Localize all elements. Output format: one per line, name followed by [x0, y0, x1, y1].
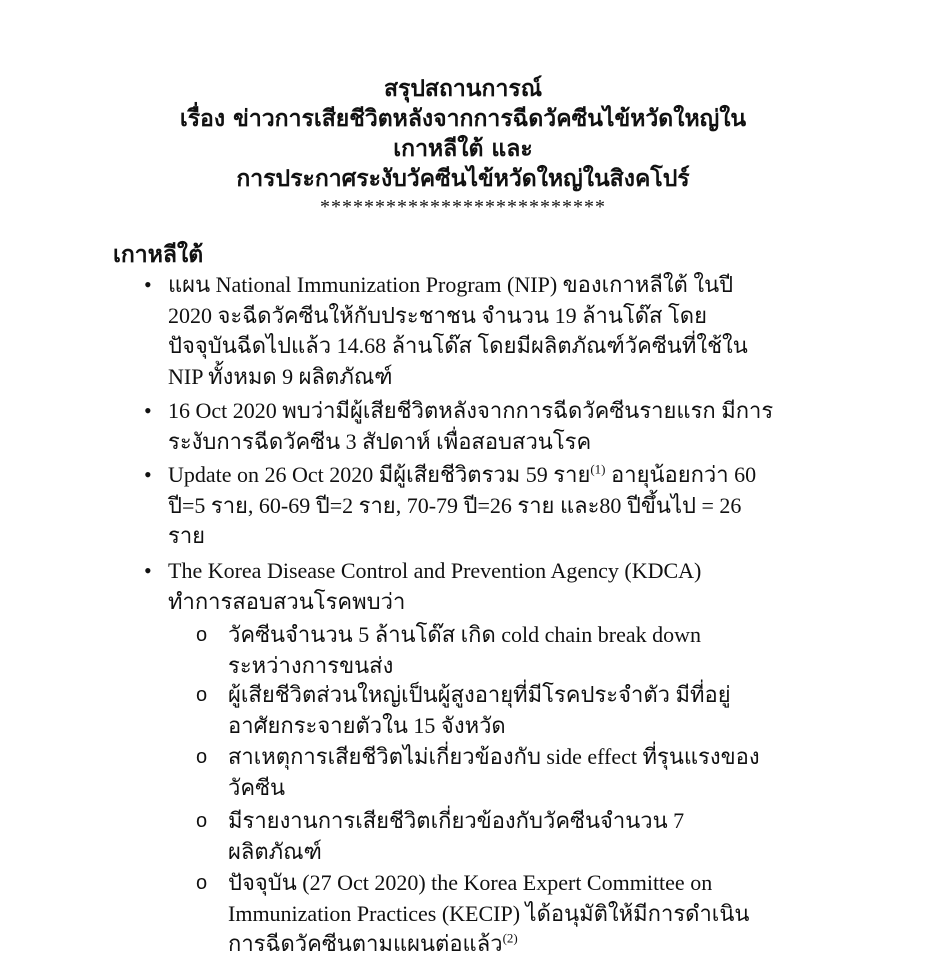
- sub-bullet-item: [196, 620, 826, 681]
- bullet-item-first-death: [144, 396, 834, 457]
- bullet-line: The Korea Disease Control and Prevention Agency (KDCA): [168, 558, 702, 583]
- bullet-text: อายุน้อยกว่า 60: [605, 462, 757, 487]
- footnote-ref: (2): [502, 930, 518, 946]
- bullet-line: ราย: [168, 523, 206, 548]
- bullet-item-kdca: [144, 556, 834, 617]
- sub-bullet-item: [196, 868, 826, 960]
- bullet-icon: •: [144, 398, 152, 423]
- circle-bullet-icon: o: [196, 624, 208, 646]
- sub-bullet-line: ผู้เสียชีวิตส่วนใหญ่เป็นผู้สูงอายุที่มีโรคประจำตัว มีที่อยู่: [228, 682, 731, 707]
- footnote-ref: (1): [590, 461, 606, 477]
- circle-bullet-icon: o: [196, 810, 208, 832]
- sub-bullet-item: [196, 806, 826, 867]
- sub-bullet-line: [228, 929, 826, 960]
- bullet-line: 16 Oct 2020 พบว่ามีผู้เสียชีวิตหลังจากการฉีดวัคซีนรายแรก มีการ: [168, 398, 774, 423]
- bullet-line: ปี=5 ราย, 60-69 ปี=2 ราย, 70-79 ปี=26 ราย และ80 ปีขึ้นไป = 26: [168, 492, 742, 518]
- sub-bullet-text: การฉีดวัคซีนตามแผนต่อแล้ว: [228, 931, 503, 956]
- sub-bullet-line: Immunization Practices (KECIP) ได้อนุมัติให้มีการดำเนิน: [228, 900, 750, 926]
- bullet-line: ปัจจุบันฉีดไปแล้ว 14.68 ล้านโด๊ส โดยมีผลิตภัณฑ์วัคซีนที่ใช้ใน: [168, 333, 748, 358]
- title-line-3: เกาหลีใต้ และ: [393, 136, 533, 162]
- sub-bullet-line: ผลิตภัณฑ์: [228, 838, 322, 864]
- title-line-1: สรุปสถานการณ์: [383, 76, 543, 102]
- sub-bullet-line: ปัจจุบัน (27 Oct 2020) the Korea Expert Committee on: [228, 870, 713, 895]
- sub-bullet-line: อาศัยกระจายตัวใน 15 จังหวัด: [228, 712, 506, 738]
- bullet-icon: •: [144, 558, 152, 583]
- bullet-line: แผน National Immunization Program (NIP) ของเกาหลีใต้ ในปี: [168, 272, 734, 297]
- bullet-line: [168, 460, 834, 491]
- bullet-icon: •: [144, 462, 152, 487]
- sub-bullet-line: ระหว่างการขนส่ง: [228, 652, 394, 678]
- bullet-line: ระงับการฉีดวัคซีน 3 สัปดาห์ เพื่อสอบสวนโรค: [168, 428, 592, 454]
- sub-bullet-line: วัคซีน: [228, 774, 286, 800]
- bullet-item-update: [144, 460, 834, 552]
- bullet-icon: •: [144, 272, 152, 297]
- title-line-4: การประกาศระงับวัคซีนไข้หวัดใหญ่ในสิงคโปร์: [236, 166, 690, 192]
- bullet-line: ทำการสอบสวนโรคพบว่า: [168, 588, 406, 614]
- bullet-line: NIP ทั้งหมด 9 ผลิตภัณฑ์: [168, 363, 393, 389]
- bullet-item-nip: [144, 270, 834, 392]
- title-line-2: เรื่อง ข่าวการเสียชีวิตหลังจากการฉีดวัคซีนไข้หวัดใหญ่ใน: [179, 106, 747, 132]
- circle-bullet-icon: o: [196, 746, 208, 768]
- sub-bullet-line: สาเหตุการเสียชีวิตไม่เกี่ยวข้องกับ side effect ที่รุนแรงของ: [228, 744, 760, 769]
- sub-bullet-line: มีรายงานการเสียชีวิตเกี่ยวข้องกับวัคซีนจำนวน 7: [228, 808, 685, 833]
- circle-bullet-icon: o: [196, 684, 208, 706]
- bullet-text: Update on 26 Oct 2020 มีผู้เสียชีวิตรวม 59 ราย: [168, 462, 591, 487]
- title-separator: **************************: [320, 196, 606, 218]
- circle-bullet-icon: o: [196, 872, 208, 894]
- bullet-line: 2020 จะฉีดวัคซีนให้กับประชาชน จำนวน 19 ล้านโด๊ส โดย: [168, 302, 707, 328]
- sub-bullet-item: [196, 680, 826, 741]
- sub-bullet-line: วัคซีนจำนวน 5 ล้านโด๊ส เกิด cold chain break down: [228, 622, 702, 647]
- section-heading: เกาหลีใต้: [113, 242, 204, 268]
- sub-bullet-item: [196, 742, 826, 803]
